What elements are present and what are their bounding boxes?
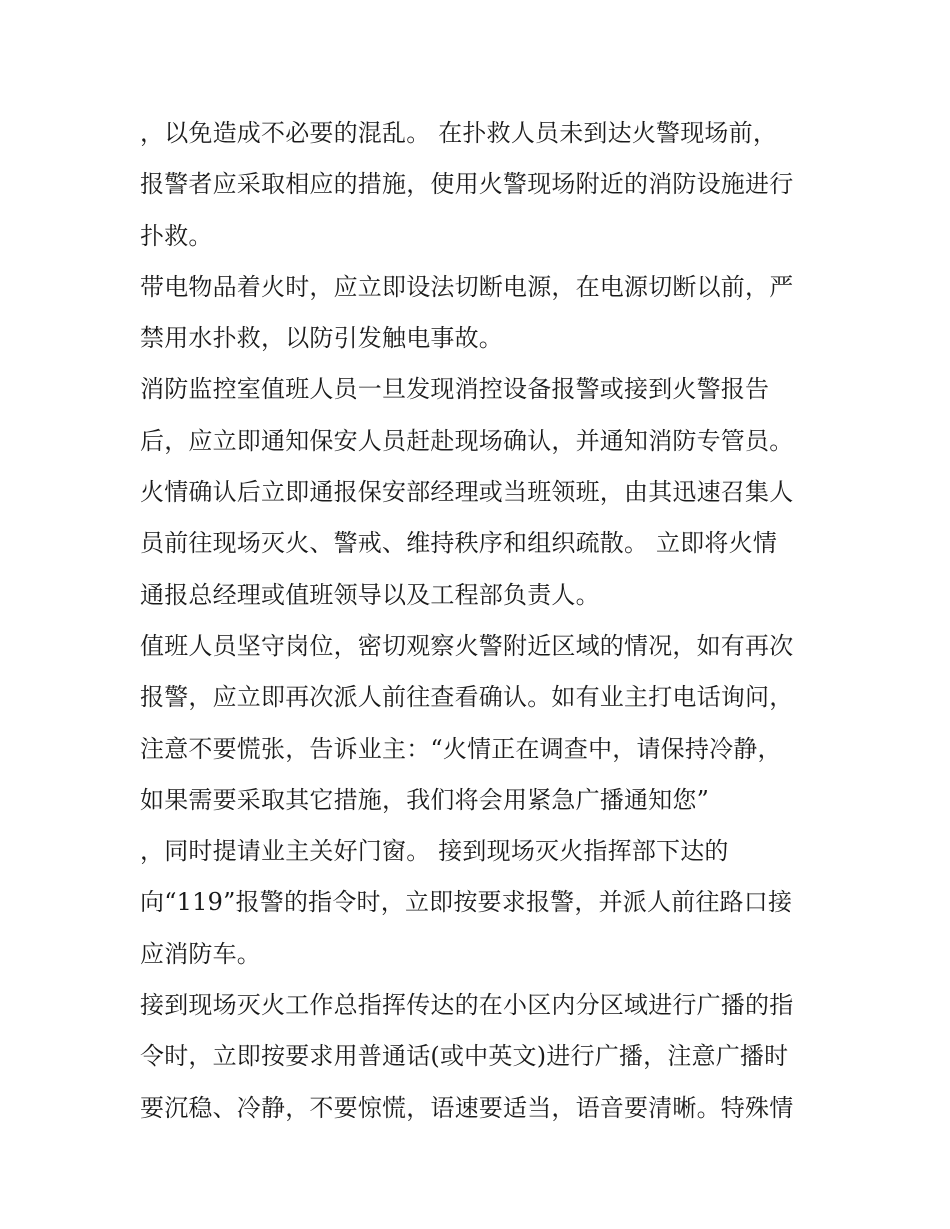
text-line: 向“119”报警的指令时，立即按要求报警，并派人前往路口接 — [140, 888, 793, 917]
text-line: 通报总经理或值班领导以及工程部负责人。 — [140, 580, 600, 609]
text-line: 禁用水扑救，以防引发触电事故。 — [140, 324, 503, 353]
text-line: 后，应立即通知保安人员赶赴现场确认，并通知消防专管员。 — [140, 426, 794, 455]
text-line: 值班人员坚守岗位，密切观察火警附近区域的情况，如有再次 — [140, 631, 794, 660]
text-line: 注意不要慌张，告诉业主：“火情正在调查中，请保持冷静， — [140, 734, 782, 763]
text-line: 如果需要采取其它措施，我们将会用紧急广播通知您” — [140, 785, 710, 814]
text-line: 应消防车。 — [140, 939, 261, 968]
text-line: ，同时提请业主关好门窗。 接到现场灭火指挥部下达的 — [140, 837, 729, 866]
text-line: 报警者应采取相应的措施，使用火警现场附近的消防设施进行 — [140, 170, 794, 199]
text-line: 火情确认后立即通报保安部经理或当班领班，由其迅速召集人 — [140, 478, 794, 507]
document-body — [140, 108, 820, 1134]
text-line: 令时，立即按要求用普通话(或中英文)进行广播，注意广播时 — [140, 1042, 789, 1071]
text-line: 扑救。 — [140, 221, 213, 250]
text-line: 消防监控室值班人员一旦发现消控设备报警或接到火警报告 — [140, 375, 770, 404]
text-line: 带电物品着火时，应立即设法切断电源，在电源切断以前，严 — [140, 272, 794, 301]
text-line: 要沉稳、冷静，不要惊慌，语速要适当，语音要清晰。特殊情 — [140, 1093, 794, 1122]
text-line: 接到现场灭火工作总指挥传达的在小区内分区域进行广播的指 — [140, 991, 794, 1020]
text-line: ，以免造成不必要的混乱。 在扑救人员未到达火警现场前， — [140, 119, 778, 147]
text-line: 报警，应立即再次派人前往查看确认。如有业主打电话询问， — [140, 683, 794, 712]
text-line: 员前往现场灭火、警戒、维持秩序和组织疏散。 立即将火情 — [140, 529, 778, 558]
